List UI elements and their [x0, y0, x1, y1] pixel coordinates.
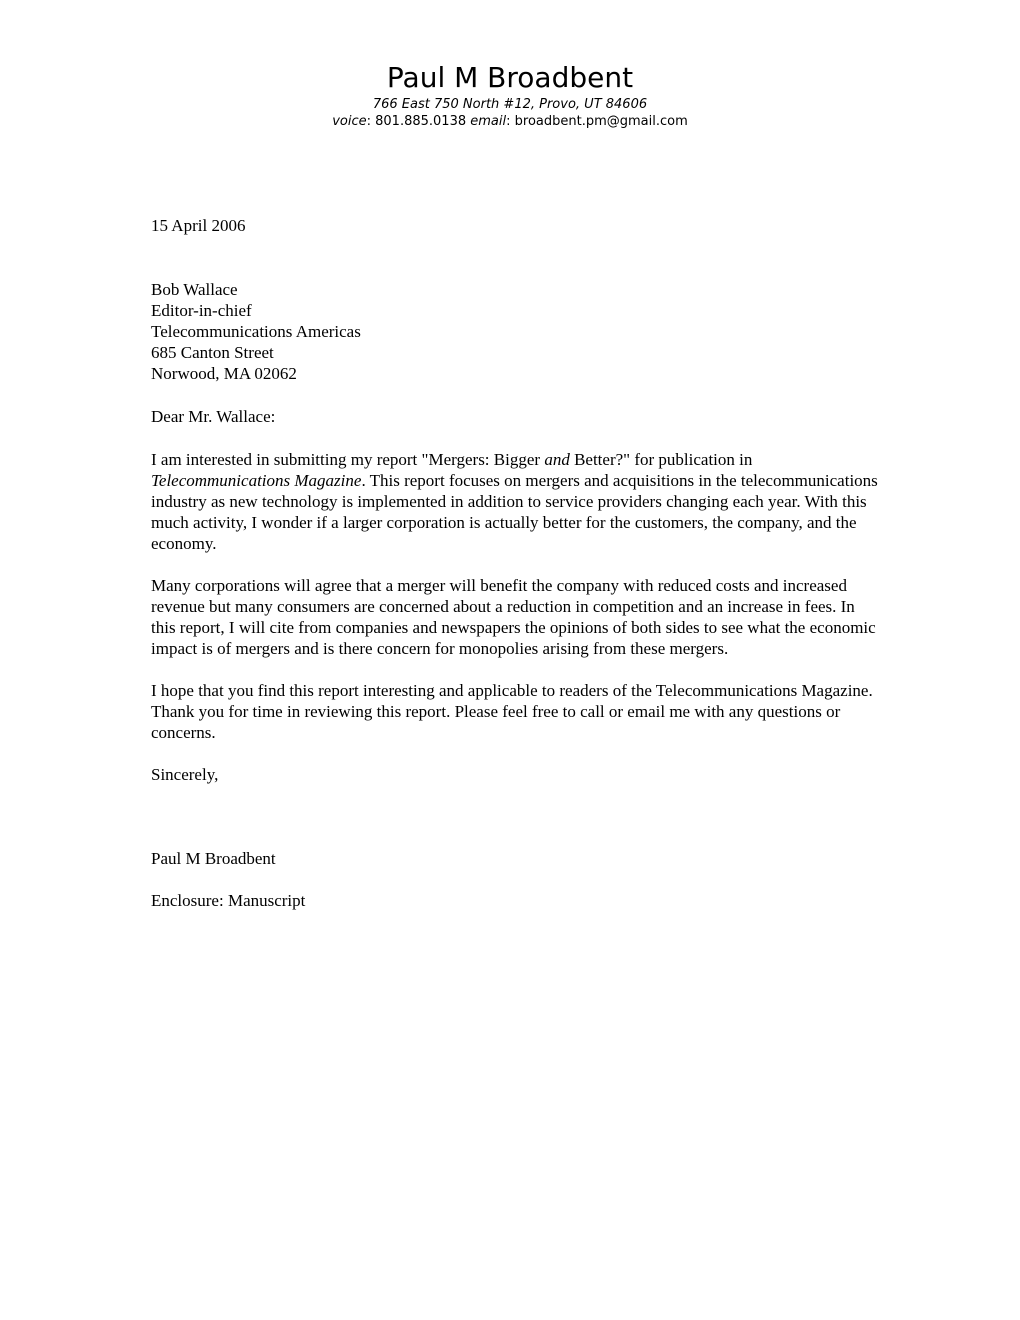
paragraph-intro-post: . This report focuses on mergers and acquisitions in the telecommunications industry as new technology is implemented in addition to service providers changing each year. With this much activity, I wonder if a larger corporation is actually better for the customers, the company, and the economy.	[151, 471, 878, 553]
salutation: Dear Mr. Wallace:	[151, 407, 276, 426]
recipient-name: Bob Wallace	[151, 280, 238, 299]
signature-name: Paul M Broadbent	[151, 849, 276, 868]
letter-body	[151, 215, 881, 911]
paragraph-closing: I hope that you find this report interesting and applicable to readers of the Telecommunications Magazine. Thank you for time in reviewing this report. Please feel free to call or email me with any questions or concerns.	[151, 681, 873, 742]
recipient-address	[151, 279, 881, 384]
enclosure-note: Enclosure: Manuscript	[151, 891, 306, 910]
complimentary-close: Sincerely,	[151, 765, 219, 784]
recipient-city: Norwood, MA 02062	[151, 364, 297, 383]
sender-name: Paul M Broadbent	[386, 61, 634, 94]
recipient-title: Editor-in-chief	[151, 301, 252, 320]
paragraph-intro-pre: I am interested in submitting my report "Mergers: Bigger	[151, 450, 545, 469]
voice-number: 801.885.0138	[375, 114, 467, 129]
recipient-company: Telecommunications Americas	[151, 322, 361, 341]
sender-contact: voice: 801.885.0138 email: broadbent.pm@gmail.com	[332, 114, 688, 129]
email-label: email	[470, 114, 507, 129]
letterhead	[0, 60, 1020, 130]
recipient-street: 685 Canton Street	[151, 343, 274, 362]
paragraph-body: Many corporations will agree that a merger will benefit the company with reduced costs and increased revenue but many consumers are concerned about a reduction in competition and an increase in fees. In this report, I will cite from companies and newspapers the opinions of both sides to see what the economic impact is of mergers and is there concern for monopolies arising from these mergers.	[151, 576, 876, 658]
paragraph-intro-emph: and	[544, 450, 570, 469]
paragraph-intro	[151, 449, 881, 554]
voice-label: voice	[332, 114, 367, 129]
email-address: broadbent.pm@gmail.com	[514, 114, 688, 129]
letter-date: 15 April 2006	[151, 216, 246, 235]
paragraph-intro-mid: Better?" for publication in	[569, 450, 753, 469]
magazine-title: Telecommunications Magazine	[151, 471, 362, 490]
sender-address: 766 East 750 North #12, Provo, UT 84606	[372, 97, 648, 112]
